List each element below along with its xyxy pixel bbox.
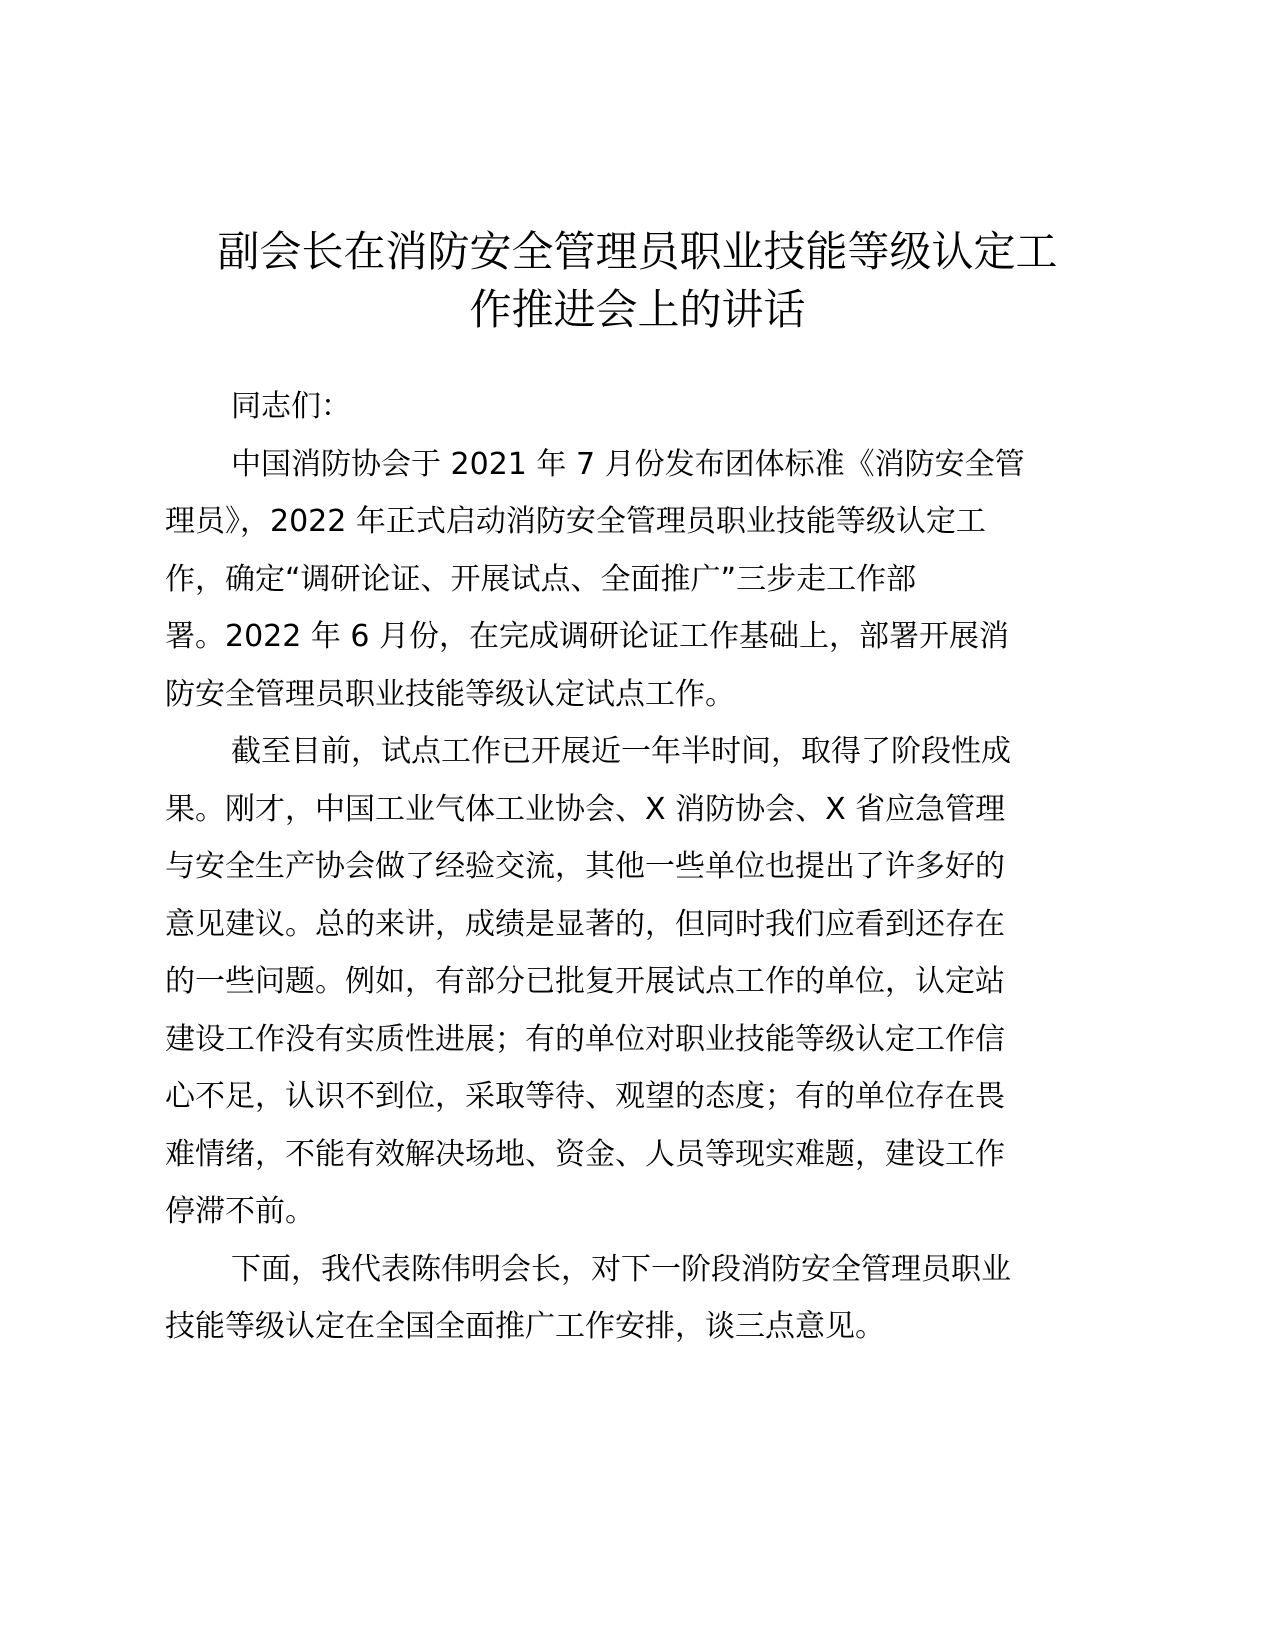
title-line: 作推进会上的讲话 (469, 284, 806, 334)
document-body (165, 378, 1100, 1356)
paragraph-line: 防安全管理员职业技能等级认定试点工作。 (165, 676, 735, 712)
paragraph-line: 的一些问题。例如，有部分已批复开展试点工作的单位，认定站 (165, 964, 1005, 999)
title-line: 副会长在消防安全管理员职业技能等级认定工 (217, 227, 1058, 276)
body-paragraph (165, 1241, 1100, 1356)
paragraph-line: 停滞不前。 (165, 1194, 315, 1229)
paragraph-line: 建设工作没有实质性进展；有的单位对职业技能等级认定工作信 (165, 1021, 1005, 1057)
paragraph-line: 署。2022 年 6 月份，在完成调研论证工作基础上，部署开展消 (165, 619, 1010, 654)
paragraph-line: 下面，我代表陈伟明会长，对下一阶段消防安全管理员职业 (231, 1251, 1011, 1287)
paragraph-line: 心不足，认识不到位，采取等待、观望的态度；有的单位存在畏 (165, 1079, 1005, 1114)
paragraph-line: 中国消防协会于 2021 年 7 月份发布团体标准《消防安全管 (231, 446, 1025, 482)
paragraph-line: 截至目前，试点工作已开展近一年半时间，取得了阶段性成 (231, 734, 1011, 769)
body-paragraph (165, 723, 1100, 1241)
paragraph-line: 意见建议。总的来讲，成绩是显著的，但同时我们应看到还存在 (165, 906, 1005, 942)
paragraph-line: 理员》，2022 年正式启动消防安全管理员职业技能等级认定工 (165, 504, 986, 539)
salutation-paragraph (165, 378, 1100, 436)
paragraph-line: 与安全生产协会做了经验交流，其他一些单位也提出了许多好的 (165, 849, 1005, 884)
document-title (160, 222, 1115, 337)
body-paragraph (165, 436, 1100, 724)
paragraph-line: 果。刚才，中国工业气体工业协会、X 消防协会、X 省应急管理 (165, 791, 1006, 827)
paragraph-line: 作，确定“调研论证、开展试点、全面推广”三步走工作部 (165, 561, 917, 597)
paragraph-line: 难情绪，不能有效解决场地、资金、人员等现实难题，建设工作 (165, 1136, 1005, 1172)
paragraph-line: 同志们： (231, 389, 351, 424)
paragraph-line: 技能等级认定在全国全面推广工作安排，谈三点意见。 (165, 1309, 885, 1344)
